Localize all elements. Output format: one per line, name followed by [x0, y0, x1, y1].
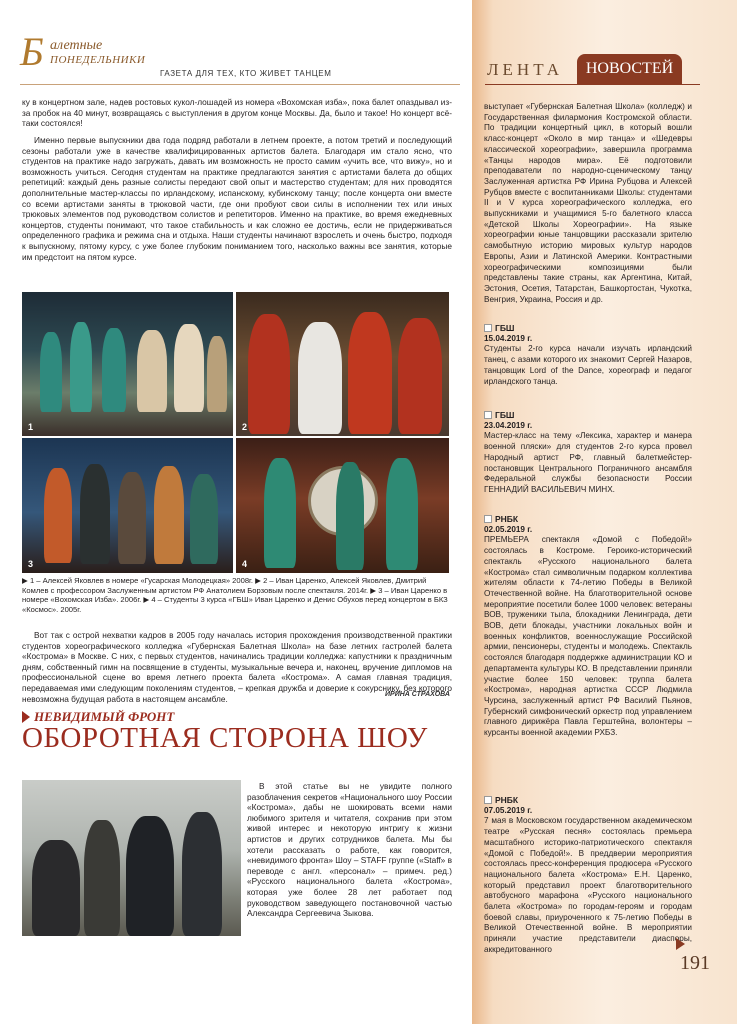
news-tag: ГБШ — [484, 410, 692, 421]
news-heading-rule — [485, 84, 700, 85]
article-paragraph-2: Именно первые выпускники два года подряд работали в летнем проекте, а потом третий и последующий сезоны работали уже в качестве квалифицированных артистов балета. Благодаря им стало ясно, что студентов на практике надо загружать, давать им возможность не просто самим «учить все, что вижу», но и возможность учиться. Сегодня студентам на практике предлагаются занятия с артистами балета до общих репетиций: каждый день разные солисты передают свой опыт и мастерство студентам; для них проводятся дополнительные мастер-классы по ирландскому, испанскому, кубинскому танцу; после концерта они вместе со всеми артистами заняты в трюковой части, где они пробуют свои силы в исполнении тех или иных трюковых элементов под руководством солистов и репетиторов. Именно на практике, во время ежедневных концертов, студенты понимают, что такое стабильность и как сложно ее достичь, если не придерживаться определенного графика и режима сна и отдыха. Наши студенты начинают взрослеть и очень быстро, подходя к выпускному, пятому курсу, с уже более глубоким пониманием того, насколько важны все занятия, которые им предстоит на пятом курсе. — [22, 135, 452, 262]
rubric-label: НЕВИДИМЫЙ ФРОНТ — [34, 709, 175, 724]
article-paragraph-3: Вот так с острой нехватки кадров в 2005 году началась история прохождения производственной практики студентов хореографического колледжа «Губернская Балетная Школа» на базе летних гастролей балета «Кострома» в Москве. С них, с первых студентов, начинались традиции колледжа: капустники к праздничным дням, собственный гимн на посвящение в студенты, музыкальные вечера и, наконец, вручение дипломов на профессиональной сцене во время летнего проекта балета «Кострома». А самая главная традиция, передаваемая ими следующим поколениям студентов, – крепкая дружба и доверие к сокурснику, без которого невозможна будущая работа в настоящем ансамбле. — [22, 630, 452, 704]
page-number: 191 — [680, 952, 710, 974]
news-text: 7 мая в Московском государственном академическом театре «Русская песня» состоялась премьера масштабного историко-патриотического спектакля «Домой с Победой!». В преддверии мероприятия состоялась пресс-конференция продюсера «Русского национального балета «Кострома» Е.Н. Царенко, который представил проект благотворительного автобусного марафона «Русского национального балета «Кострома» по городам-героям и городам боевой славы, приуроченного к 75-летию Победы в Великой Отечественной войне. В мероприятии приняли участие представители диаспоры, аккредитованного — [484, 816, 692, 954]
logo-line1: алетные — [50, 38, 103, 53]
article-paragraph-1: ку в концертном зале, надев ростовых кукол-лошадей из номера «Вохомская изба», пока балет опаздывал из-за пробок на 40 минут, возвращаясь с выступления в другом конце Москвы. Да, было и такое! Но концерт всё-таки состоялся! — [22, 97, 452, 129]
photo-caption: ▶ 1 – Алексей Яковлев в номере «Гусарская Молодецкая» 2008г. ▶ 2 – Иван Царенко, Алексей Яковлев, Дмитрий Комлев с профессором Заслуженным артистом РФ Анатолием Борзовым после спектакля. 2014г. ▶ 3 – Иван Царенко в номере «Вохомская Изба». 2006г. ▶ 4 – Студенты 3 курса «ГБШ» Иван Царенко и Денис Обухов перед концертом в БКЗ «Космос». 2005г. — [22, 576, 448, 614]
header-divider — [20, 84, 460, 85]
logo-line2: ПОНЕДЕЛЬНИКИ — [50, 54, 146, 66]
magazine-logo — [18, 30, 158, 86]
section-heading-lenta: ЛЕНТА — [487, 60, 564, 79]
photo-number: 4 — [242, 559, 248, 569]
news-intro: выступает «Губернская Балетная Школа» (колледж) и Государственная филармония Костромской области. По традиции концертный цикл, в который вошли класс-концерт «Около в мир танца» и «Шедевры классической хореографии», завершила программа «Танцы народов мира». Её подготовили преподаватели по народно-сценическому танцу Заслуженная артистка РФ Ирина Рубцова и Алексей Рубцов вместе с воспитанниками Школы: студентами II и V курса хореографического колледжа, его выпускниками и учащимися 5-го балетного класса «Детской Школы Хореографии». На языке хореографии юные танцовщики рассказали зрителю самобытную историю мировых культур народов Европы, Азии и Латинской Америки. Контрастными хореографическими композициями были представлены такие страны, как Аргентина, Китай, Эстония, Осетия, Татарстан, Башкортостан, Чукотка, Венгрия, Украина, Россия и др. — [484, 102, 692, 304]
photo-izba-scene — [22, 438, 233, 573]
news-date: 07.05.2019 г. — [484, 805, 533, 815]
news-item — [484, 795, 692, 956]
news-tag: РНБК — [484, 795, 692, 806]
article2-paragraph: В этой статье вы не увидите полного разоблачения секретов «Национального шоу России «Кострома», дабы не шокировать всеми нами любимого зрителя и читателя, сохранив при этом живой интерес и некоторую интригу к жизни артистов и других сотрудников балета. Мы бы хотели рассказать о работе, как говорится, «невидимого фронта» Шоу – STAFF группе («Staff» в переводе с англ. «персонал» – примеч. ред.) «Русского национального балета «Кострома», которая уже более 28 лет работает под руководством заведующего постановочной частью Александра Сергеевича Зыкова. — [247, 781, 452, 919]
news-item — [484, 514, 692, 739]
logo-initial: Б — [20, 29, 44, 74]
news-text: Студенты 2-го курса начали изучать ирландский танец, с азами которого их знакомит Сергей Назаров, танцовщик Lord of the Dance, хореограф и педагог ирландского танца. — [484, 344, 692, 386]
news-tag: РНБК — [484, 514, 692, 525]
photo-number: 1 — [28, 422, 34, 432]
news-date: 02.05.2019 г. — [484, 524, 533, 534]
photo-students-backstage — [236, 438, 449, 573]
news-date: 23.04.2019 г. — [484, 420, 533, 430]
photo-number: 2 — [242, 422, 248, 432]
news-date: 15.04.2019 г. — [484, 333, 533, 343]
article-author: ИРИНА СТРАХОВА — [384, 691, 450, 698]
photo-group-portrait — [236, 292, 449, 436]
news-tag: ГБШ — [484, 323, 692, 334]
news-text: ПРЕМЬЕРА спектакля «Домой с Победой!» состоялась в Костроме. Героико-исторический спектакль «Русского национального балета «Кострома» стал символичным подарком коллектива жителям области к 74-летию Победы в Великой Отечественной войне. На благотворительной основе мероприятие посетили более 1000 человек: ветераны ВОВ, труженики тыла, блокадники Ленинграда, дети ВОВ, дети блокады, участники локальных войн и военных конфликтов, военнослужащие Российской армии, пенсионеры, студенты и молодежь. Спектакль состоялся благодаря поддержке администрации КО и департамента культуры КО. В представлении приняли участие более 150 человек: труппа балета «Кострома», народная артистка СССР Людмила Чурсина, заслуженный артист РФ Василий Пьянов, Губернский симфонический оркестр под управлением главного дирижёра Павла Герштейна, волонтеры – курсанты военной академии РХБЗ. — [484, 535, 692, 738]
news-text: Мастер-класс на тему «Лексика, характер и манера военной пляски» для студентов 2-го курса провел Народный артист РФ, главный балетмейстер-постановщик Центрального Пограничного ансамбля Федеральной службы безопасности России ГЕННАДИЙ ВАСИЛЬЕВИЧ МИНХ. — [484, 431, 692, 494]
news-item — [484, 410, 692, 496]
magazine-tagline: ГАЗЕТА ДЛЯ ТЕХ, КТО ЖИВЕТ ТАНЦЕМ — [160, 69, 332, 78]
continue-arrow-icon — [676, 938, 685, 950]
article-title: ОБОРОТНАЯ СТОРОНА ШОУ — [22, 722, 428, 754]
section-heading-novostey: НОВОСТЕЙ — [577, 54, 682, 84]
photo-dancers-stage — [22, 292, 233, 436]
photo-number: 3 — [28, 559, 34, 569]
news-item — [484, 323, 692, 387]
photo-staff-team — [22, 780, 241, 936]
